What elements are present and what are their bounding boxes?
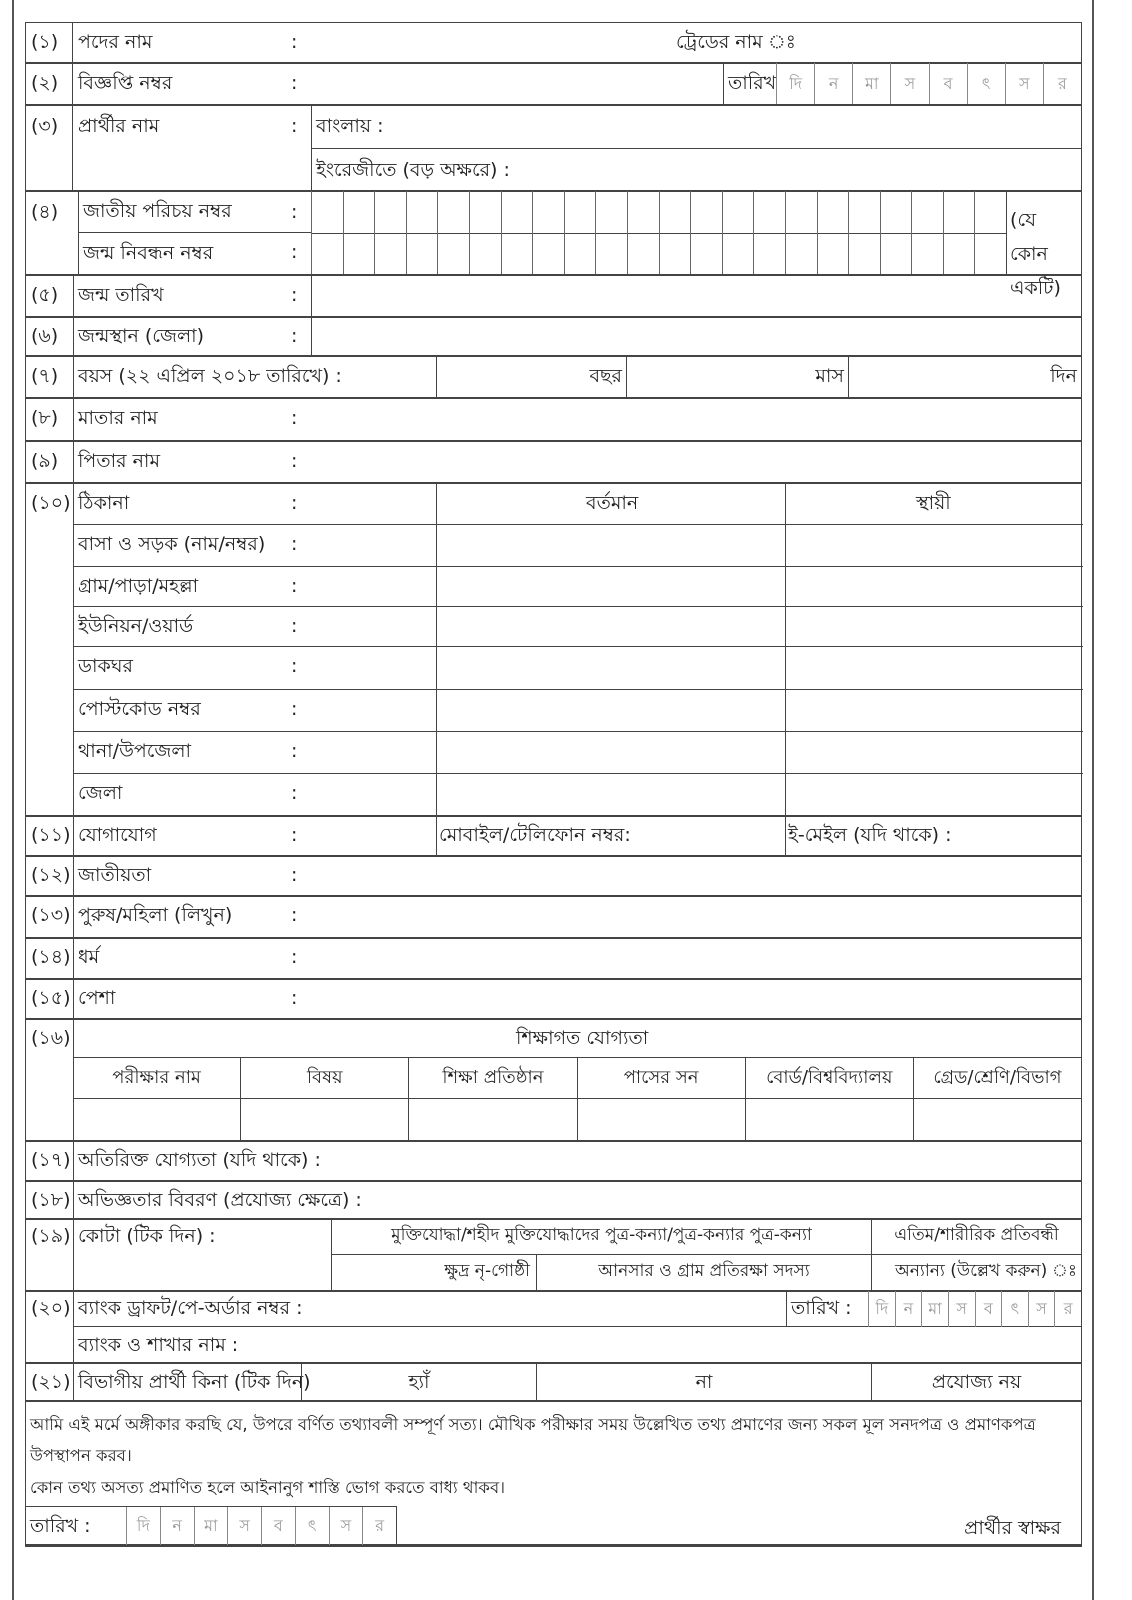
date-box[interactable]: স [1005,63,1043,105]
date-box[interactable]: স [890,63,928,105]
permanent-address-input[interactable] [788,648,1081,686]
digit-box[interactable] [817,233,849,275]
digit-box[interactable] [690,191,722,233]
divider [72,104,73,192]
date-label: তারিখ : [786,1291,856,1327]
digit-box[interactable] [817,191,849,233]
date-box[interactable]: স [948,1291,975,1327]
field-label: যোগাযোগ [73,816,161,856]
education-table [73,1057,1081,1142]
row-number: (৬) [31,325,59,347]
row-number: (১৯) [31,1225,71,1247]
address-sub-label: পোস্টকোড নম্বর [78,698,201,720]
colon: : [291,824,298,846]
present-address-input[interactable] [438,648,784,686]
education-column [913,1058,1081,1142]
birth-date-input[interactable] [311,275,1082,317]
field-label: জাতীয় পরিচয় নম্বর [78,191,311,233]
education-header: পাসের সন [578,1058,745,1099]
field-label: বিভাগীয় প্রার্থী কিনা (টিক দিন) [73,1363,315,1401]
row-number: (২১) [31,1371,71,1393]
bank-branch-field[interactable]: ব্যাংক ও শাখার নাম : [73,1327,1081,1363]
row-contact [25,815,1082,857]
field-label: জন্ম তারিখ [73,275,168,317]
digit-box[interactable] [564,233,596,275]
digit-box[interactable] [880,233,912,275]
digit-box[interactable] [627,233,659,275]
r12-input[interactable] [311,856,1081,896]
either-one-note [1006,191,1081,300]
row-bank-draft [25,1290,1082,1364]
education-title: শিক্ষাগত যোগ্যতা [516,1027,649,1049]
digit-box[interactable] [943,191,975,233]
row-education [25,1018,1082,1142]
field-label: জন্ম নিবন্ধন নম্বর [78,233,311,275]
education-cell[interactable] [241,1099,408,1142]
education-cell[interactable] [914,1099,1081,1142]
digit-box[interactable] [911,191,943,233]
email-field[interactable]: ই-মেইল (যদি থাকে) : [788,824,952,846]
birthplace-input[interactable] [311,317,1082,356]
address-sub-label: জেলা [78,782,123,804]
field-label: পিতার নাম [73,441,164,483]
colon: : [291,31,298,53]
age-months-field[interactable]: মাস [626,356,848,398]
colon: : [291,987,298,1009]
date-label: তারিখ [723,63,780,105]
row-circular-number [25,62,1082,106]
digit-box[interactable] [374,191,406,233]
colon: : [291,284,298,306]
education-column [745,1058,913,1142]
father-name-input[interactable] [311,441,1081,483]
education-cell[interactable] [409,1099,576,1142]
digit-box[interactable] [911,233,943,275]
age-days-field[interactable]: দিন [848,356,1081,398]
address-sub-label: গ্রাম/পাড়া/মহল্লা [78,575,199,597]
draft-number-field[interactable]: ব্যাংক ড্রাফট/পে-অর্ডার নম্বর : [73,1291,1081,1327]
option-yes[interactable]: হ্যাঁ [301,1363,536,1401]
divider [72,22,73,64]
date-box[interactable]: ন [895,1291,922,1327]
date-box[interactable]: ব [261,1507,295,1545]
row-number: (৮) [31,407,59,429]
digit-box[interactable] [627,191,659,233]
date-box[interactable]: স [1028,1291,1055,1327]
row-post-name [25,22,1082,64]
row-number: (৫) [31,284,59,306]
row-r14 [25,937,1082,980]
field-label: জাতীয়তা [73,856,155,896]
present-address-input[interactable] [438,568,784,606]
colon: : [291,72,298,94]
digit-box[interactable] [469,233,501,275]
present-address-input[interactable] [438,775,784,813]
digit-box[interactable] [974,233,1006,275]
digit-box[interactable] [595,233,627,275]
permanent-address-input[interactable] [788,568,1081,606]
row-number: (১৮) [31,1189,71,1211]
present-address-header: বর্তমান [586,492,639,514]
r13-input[interactable] [311,896,1081,938]
name-english-field[interactable]: ইংরেজীতে (বড় অক্ষরে) : [311,149,1081,191]
quota-freedom-fighter[interactable]: মুক্তিযোদ্ধা/শহীদ মুক্তিযোদ্ধাদের পুত্র-কন্যা/পুত্র-কন্যার পুত্র-কন্যা [331,1219,871,1255]
education-header: পরীক্ষার নাম [73,1058,240,1099]
row-r12 [25,855,1082,897]
digit-box[interactable] [785,233,817,275]
nid-digit-boxes[interactable] [311,191,1006,234]
date-box[interactable]: মা [921,1291,948,1327]
row-candidate-name [25,104,1082,192]
note-line: (যে কোন [1010,209,1048,266]
digit-box[interactable] [722,233,754,275]
page-edge-right [1092,0,1094,1600]
signature-label: প্রার্থীর স্বাক্ষর [964,1517,1061,1539]
date-label: তারিখ : [30,1515,91,1537]
divider [73,773,1083,774]
colon: : [291,740,298,762]
present-address-input[interactable] [438,608,784,646]
date-box[interactable]: র [1043,63,1081,105]
digit-box[interactable] [785,191,817,233]
colon: : [291,946,298,968]
row-number: (৯) [31,450,59,472]
permanent-address-input[interactable] [788,691,1081,729]
colon: : [291,575,298,597]
date-box[interactable]: দি [776,63,814,105]
digit-box[interactable] [753,233,785,275]
row-number: (১৫) [31,987,71,1009]
education-header: বোর্ড/বিশ্ববিদ্যালয় [746,1058,913,1099]
footer-date [26,1506,397,1545]
colon: : [291,201,298,223]
trade-name-label: ট্রেডের নাম ঃ [676,31,796,53]
row-number: (৪) [31,201,59,223]
row-departmental [25,1362,1082,1402]
declaration-text [30,1409,1077,1503]
digit-box[interactable] [406,233,438,275]
digit-box[interactable] [437,233,469,275]
present-address-input[interactable] [438,526,784,564]
row-experience [25,1180,1082,1220]
field-label: কোটা (টিক দিন) : [73,1219,220,1291]
education-column [408,1058,576,1142]
digit-box[interactable] [469,191,501,233]
date-box[interactable]: স [227,1507,261,1545]
education-cell[interactable] [578,1099,745,1142]
option-not-applicable[interactable]: প্রযোজ্য নয় [871,1363,1081,1401]
date-box[interactable]: র [362,1507,396,1545]
divider [72,62,73,106]
divider [73,689,1083,690]
row-birth-date [25,274,1082,318]
row-number: (২) [31,72,59,94]
digit-box[interactable] [406,191,438,233]
digit-box[interactable] [659,191,691,233]
digit-box[interactable] [532,191,564,233]
divider [73,524,1083,525]
permanent-address-input[interactable] [788,733,1081,771]
education-cell[interactable] [73,1099,240,1142]
address-sub-label: ডাকঘর [78,655,133,677]
row-address [25,482,1082,817]
field-label: পেশা [73,979,119,1019]
row-number: (১৭) [31,1149,71,1171]
field-label: জন্মস্থান (জেলা) [73,317,208,356]
divider [73,731,1083,732]
date-box[interactable]: দি [868,1291,895,1327]
divider [73,606,1083,607]
field-label: বয়স (২২ এপ্রিল ২০১৮ তারিখে) : [73,356,346,398]
date-box[interactable]: ব [929,63,967,105]
row-r13 [25,895,1082,939]
digit-box[interactable] [848,233,880,275]
education-header: শিক্ষা প্রতিষ্ঠান [409,1058,576,1099]
date-box[interactable]: স [329,1507,363,1545]
row-mother-name [25,397,1082,442]
colon: : [291,450,298,472]
permanent-address-input[interactable] [788,775,1081,813]
declaration-box [25,1400,1082,1547]
digit-box[interactable] [753,191,785,233]
address-sub-label: ইউনিয়ন/ওয়ার্ড [78,615,194,637]
field-label: পদের নাম [78,31,153,53]
education-cell[interactable] [746,1099,913,1142]
quota-ethnic-minority[interactable]: ক্ষুদ্র নৃ-গোষ্ঠী [331,1255,536,1291]
colon: : [291,655,298,677]
field-label: প্রার্থীর নাম [78,115,160,137]
permanent-address-input[interactable] [788,526,1081,564]
field-label: বিজ্ঞপ্তি নম্বর [78,72,173,94]
row-r15 [25,978,1082,1020]
colon: : [291,698,298,720]
field-label: ঠিকানা [78,492,130,514]
digit-box[interactable] [501,233,533,275]
education-column [73,1058,240,1142]
extra-qualification-field[interactable]: অতিরিক্ত যোগ্যতা (যদি থাকে) : [73,1141,1081,1181]
present-address-input[interactable] [438,691,784,729]
quota-orphan-disabled[interactable]: এতিম/শারীরিক প্রতিবন্ধী [871,1219,1081,1255]
divider [73,646,1083,647]
digit-box[interactable] [880,191,912,233]
digit-box[interactable] [564,191,596,233]
colon: : [291,492,298,514]
date-box[interactable]: র [1054,1291,1081,1327]
present-address-input[interactable] [438,733,784,771]
digit-box[interactable] [532,233,564,275]
field-label: পুরুষ/মহিলা (লিখুন) [73,896,236,938]
name-bangla-field[interactable]: বাংলায় : [311,105,1081,149]
digit-box[interactable] [595,191,627,233]
colon: : [291,533,298,555]
r14-input[interactable] [311,938,1081,979]
colon: : [291,407,298,429]
r15-input[interactable] [311,979,1081,1019]
experience-field[interactable]: অভিজ্ঞতার বিবরণ (প্রযোজ্য ক্ষেত্রে) : [73,1181,1081,1219]
post-name-input[interactable] [311,23,671,63]
mobile-field[interactable]: মোবাইল/টেলিফোন নম্বর: [436,816,786,856]
education-column [240,1058,408,1142]
date-box[interactable]: ৎ [967,63,1005,105]
note-line: একটি) [1010,277,1061,300]
birth-reg-digit-boxes[interactable] [311,233,1006,275]
digit-box[interactable] [311,233,343,275]
education-header: গ্রেড/শ্রেণি/বিভাগ [914,1058,1081,1099]
date-box[interactable]: মা [194,1507,228,1545]
colon: : [291,864,298,886]
colon: : [291,782,298,804]
address-sub-label: থানা/উপজেলা [78,740,192,762]
row-age [25,355,1082,399]
date-box[interactable]: দি [126,1507,160,1545]
digit-box[interactable] [374,233,406,275]
digit-box[interactable] [848,191,880,233]
row-number: (৩) [31,115,59,137]
digit-box[interactable] [943,233,975,275]
option-no[interactable]: না [536,1363,871,1401]
permanent-address-header: স্থায়ী [916,492,951,514]
circular-date-boxes[interactable] [776,63,1081,105]
row-number: (১৪) [31,946,71,968]
quota-ansar-vdp[interactable]: আনসার ও গ্রাম প্রতিরক্ষা সদস্য [536,1255,871,1291]
colon: : [291,241,298,263]
digit-box[interactable] [501,191,533,233]
digit-box[interactable] [437,191,469,233]
row-birthplace [25,316,1082,357]
divider [73,566,1083,567]
education-column [577,1058,745,1142]
date-box[interactable]: ৎ [1001,1291,1028,1327]
digit-box[interactable] [974,191,1006,233]
row-number: (৭) [31,365,59,387]
permanent-address-input[interactable] [788,608,1081,646]
declaration-line: আমি এই মর্মে অঙ্গীকার করছি যে, উপরে বর্ণিত তথ্যাবলী সম্পূর্ণ সত্য। মৌখিক পরীক্ষার সময় উল্লেখিত তথ্য প্রমাণের জন্য সকল মূল সনদপত্র ও প্রমাণকপত্র উপস্থাপন করব। [30,1415,1036,1466]
age-years-field[interactable]: বছর [436,356,626,398]
date-box[interactable]: ব [975,1291,1002,1327]
mother-name-input[interactable] [311,398,1081,441]
quota-other[interactable]: অন্যান্য (উল্লেখ করুন) ঃ [871,1255,1081,1291]
colon: : [291,115,298,137]
row-number: (১৬) [31,1027,71,1049]
row-number: (১৩) [31,904,71,926]
digit-box[interactable] [343,233,375,275]
row-number: (১) [31,31,59,53]
digit-box[interactable] [343,191,375,233]
row-number: (১০) [31,492,71,514]
page-edge-left [12,0,14,1600]
education-header: বিষয় [241,1058,408,1099]
field-label: মাতার নাম [73,398,162,441]
footer-date-boxes[interactable] [126,1507,396,1545]
date-box[interactable]: মা [852,63,890,105]
row-extra-qualification [25,1140,1082,1182]
date-box[interactable]: ৎ [295,1507,329,1545]
colon: : [291,615,298,637]
digit-box[interactable] [722,191,754,233]
row-number: (১২) [31,864,71,886]
declaration-line: কোন তথ্য অসত্য প্রমাণিত হলে আইনানুগ শাস্তি ভোগ করতে বাধ্য থাকব। [30,1477,506,1497]
draft-date-boxes[interactable] [868,1291,1081,1327]
row-father-name [25,440,1082,484]
row-number: (২০) [31,1297,71,1319]
date-box[interactable]: ন [814,63,852,105]
colon: : [291,904,298,926]
row-number: (১১) [31,824,71,846]
digit-box[interactable] [690,233,722,275]
colon: : [291,325,298,347]
digit-box[interactable] [659,233,691,275]
digit-box[interactable] [311,191,343,233]
row-quota [25,1218,1082,1292]
date-box[interactable]: ন [160,1507,194,1545]
address-sub-label: বাসা ও সড়ক (নাম/নম্বর) [78,533,266,555]
field-label: ধর্ম [73,938,103,979]
